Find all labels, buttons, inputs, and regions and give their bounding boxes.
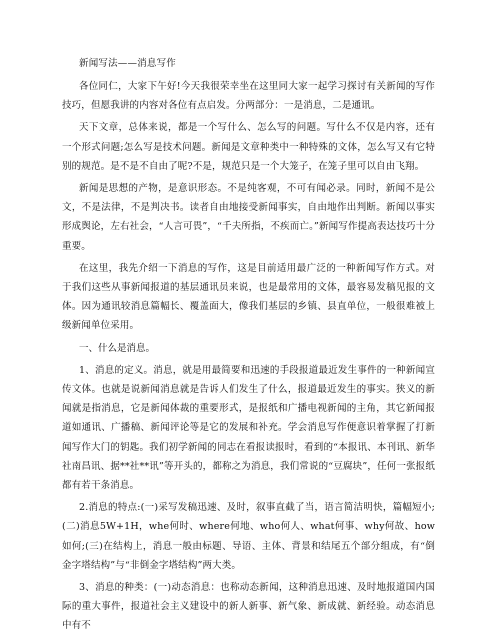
features-paragraph: 2.消息的特点:(一)采写发稿迅速、及时，叙事直截了当，语言简洁明快，篇幅短小;(二)消息5W+1H，whe何时、where何地、who何人、what何事、why何故、how如何;(三)在结构上，消息一般由标题、导语、主体、背景和结尾五个部分组成，有“倒金字塔结构”与“非倒金字塔结构”两大类。: [62, 502, 435, 571]
types-paragraph: 3、消息的种类：(一)动态消息：也称动态新闻，这种消息迅速、及时地报道国内国际的重大事件，报道社会主义建设中的新人新事、新气象、新成就、新经验。动态消息中有不: [62, 582, 435, 632]
body-paragraph-ideology: 新闻是思想的产物，是意识形态。不是纯客观，不可有闻必录。同时，新闻不是公文，不是法律，不是判决书。读者自由地接受新闻事实，自由地作出判断。新闻以事实形成舆论，左右社会，“人言可畏”，“千夫所指，不疾而亡。”新闻写作提高表达技巧十分重要。: [62, 183, 435, 252]
body-paragraph-writing: 天下文章，总体来说，都是一个写什么、怎么写的问题。写什么不仅是内容，还有一个形式问题;怎么写是技术问题。新闻是文章种类中一种特殊的文体，怎么写又有它特别的规范。是不是不自由了呢?不是，规范只是一个大笼子，在笼子里可以自由飞翔。: [62, 122, 435, 172]
section-heading: 一、什么是消息。: [79, 342, 156, 354]
intro-paragraph: 各位同仁，大家下午好!今天我很荣幸坐在这里同大家一起学习探讨有关新闻的写作技巧，但愿我讲的内容对各位有点启发。分两部分：一是消息，二是通讯。: [62, 81, 435, 112]
document-title: 新闻写法——消息写作: [79, 58, 177, 69]
document-page: [62, 56, 435, 639]
body-paragraph-message-intro: 在这里，我先介绍一下消息的写作，这是目前适用最广泛的一种新闻写作方式。对于我们这些从事新闻报道的基层通讯员来说，也是最常用的文体，最容易发稿见报的文体。因为通讯较消息篇幅长、覆盖面大，像我们基层的乡镇、县直单位，一般很难被上级新闻单位采用。: [62, 262, 435, 332]
definition-paragraph: 1、消息的定义。消息，就是用最简要和迅速的手段报道最近发生事件的一种新闻宣传文体。也就是说新闻消息就是告诉人们发生了什么，报道最近发生的事实。狭义的新闻就是指消息，它是新闻体裁的重要形式，是报纸和广播电视新闻的主角，其它新闻报道如通讯、广播稿、新闻评论等是它的发展和补充。学会消息写作便意识着掌握了打新闻写作大门的钥匙。我们初学新闻的同志在看报读报时，看到的“本报讯、本刊讯、新华社南昌讯、据**社**讯”等开头的，都称之为消息，我们常说的“豆腐块”，任何一张报纸都有若干条消息。: [62, 364, 435, 492]
